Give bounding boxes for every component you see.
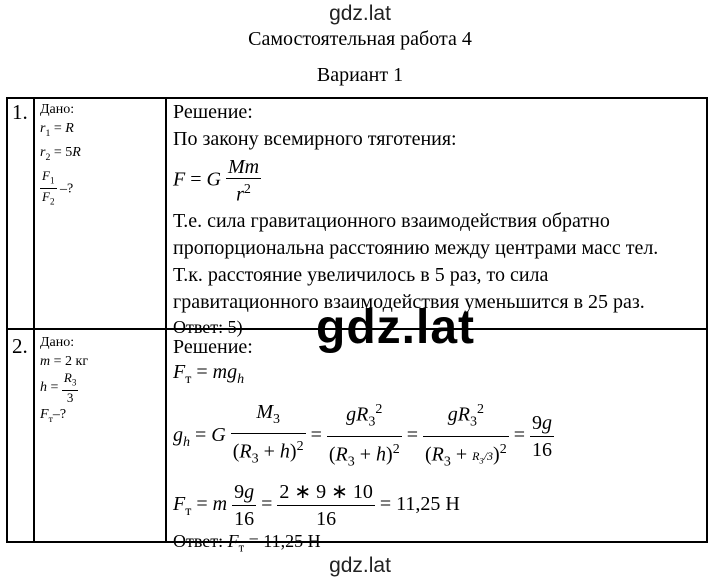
- given-height: h = $\frac{R_3}{3}$: [40, 370, 77, 405]
- problem-2-number: 2.: [12, 334, 28, 358]
- given-mass: m = 2 кг: [40, 354, 89, 369]
- formula-gravity: F = G $\frac{Mm}{r^2}$: [173, 156, 260, 206]
- problem-1-given: [40, 100, 81, 210]
- answer-1: Ответ: 5): [173, 316, 243, 337]
- given-label: Дано:: [40, 335, 75, 350]
- variant-heading: Вариант 1: [316, 64, 404, 86]
- explanation-line-1: Т.е. сила гравитационного взаимодействия обратно: [173, 209, 610, 232]
- equation-result: $F_т = m$ $\frac{9g}{16}$ = $\frac{2 ∗ 9 ∗ 10}{16}$ = 11,25 Н: [173, 481, 460, 531]
- law-text: По закону всемирного тяготения:: [173, 128, 457, 150]
- explanation-line-3: Т.к. расстояние увеличилось в 5 раз, то сила: [173, 263, 549, 286]
- given-ratio: $\frac{F_1}{F_2}$ –?: [40, 168, 81, 210]
- answer-2: Ответ: $F_т = 11,25$ Н: [173, 531, 321, 555]
- watermark-top: gdz.lat: [329, 2, 391, 25]
- watermark-center: gdz.lat: [316, 301, 475, 354]
- problem-2-given: [40, 333, 88, 428]
- explanation-line-2: пропорциональна расстоянию между центрами масс тел.: [173, 236, 659, 259]
- equation-force: $F_т = mg_h$: [173, 361, 245, 387]
- given-r2: $r_2 = 5R$: [40, 144, 81, 163]
- explanation-line-4: гравитационного взаимодействия уменьшится в 25 раз.: [173, 290, 645, 313]
- page-title: Самостоятельная работа 4: [248, 28, 472, 50]
- problem-2-solution: [173, 334, 554, 559]
- given-force: $F_т-$?: [40, 406, 67, 425]
- solution-label: Решение:: [173, 101, 253, 123]
- solution-label: Решение:: [173, 336, 253, 358]
- given-label: Дано:: [40, 102, 75, 117]
- watermark-bottom: gdz.lat: [329, 554, 391, 577]
- given-r1: $r_1 = R$: [40, 121, 74, 139]
- problem-1-number: 1.: [12, 100, 28, 124]
- equation-gh: $g_h = G$ $\frac{M_3}{(R_3 + h)^2}$ = $\frac{gR_3^2}{(R_3 + h)^2}$ = $\frac{gR_3^2}{(R_3 + R_3/3)^2}$ = $\frac{9g}{16}$: [173, 397, 554, 475]
